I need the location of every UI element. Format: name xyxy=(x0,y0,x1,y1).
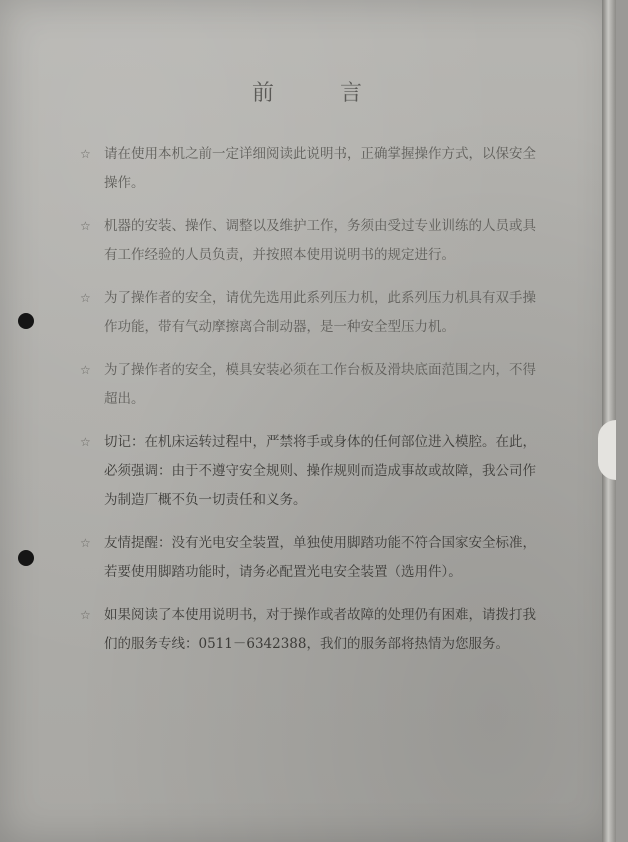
item-text: 切记：在机床运转过程中，严禁将手或身体的任何部位进入模腔。在此，必须强调：由于不遵守安全规则、操作规则而造成事故或故障，我公司作为制造厂概不负一切责任和义务。 xyxy=(104,434,536,508)
item-text: 为了操作者的安全，模具安装必须在工作台板及滑块底面范围之内，不得超出。 xyxy=(104,362,536,407)
item-text: 为了操作者的安全，请优先选用此系列压力机，此系列压力机具有双手操作功能，带有气动摩擦离合制动器，是一种安全型压力机。 xyxy=(104,290,536,335)
star-icon: ☆ xyxy=(80,363,91,377)
list-item xyxy=(80,284,540,342)
item-text: 友情提醒：没有光电安全装置，单独使用脚踏功能不符合国家安全标准，若要使用脚踏功能时，请务必配置光电安全装置（选用件）。 xyxy=(104,535,536,580)
star-icon: ☆ xyxy=(80,147,91,161)
punch-hole-top xyxy=(18,313,34,329)
item-text: 请在使用本机之前一定详细阅读此说明书，正确掌握操作方式，以保安全操作。 xyxy=(104,146,536,191)
star-icon: ☆ xyxy=(80,291,91,305)
list-item xyxy=(80,212,540,270)
star-icon: ☆ xyxy=(80,536,91,550)
page-title xyxy=(0,76,616,107)
title-char-right: 言 xyxy=(340,81,365,106)
preface-list xyxy=(80,140,540,673)
page-notch xyxy=(598,420,616,480)
star-icon: ☆ xyxy=(80,219,91,233)
list-item xyxy=(80,601,540,659)
item-text: 机器的安装、操作、调整以及维护工作，务须由受过专业训练的人员或具有工作经验的人员负责，并按照本使用说明书的规定进行。 xyxy=(104,218,536,263)
star-icon: ☆ xyxy=(80,435,91,449)
list-item xyxy=(80,356,540,414)
title-char-left: 前 xyxy=(251,81,276,106)
item-text: 如果阅读了本使用说明书，对于操作或者故障的处理仍有困难，请拨打我们的服务专线：0511－6342388，我们的服务部将热情为您服务。 xyxy=(104,607,536,652)
list-item xyxy=(80,428,540,515)
star-icon: ☆ xyxy=(80,608,91,622)
punch-hole-bottom xyxy=(18,550,34,566)
list-item xyxy=(80,140,540,198)
list-item xyxy=(80,529,540,587)
